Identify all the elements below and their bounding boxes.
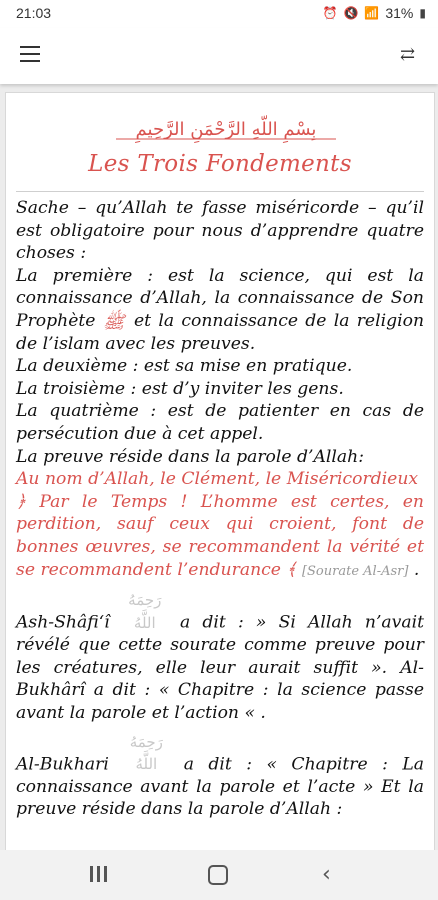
wifi-icon: 📶	[364, 6, 380, 20]
back-icon[interactable]: ‹	[322, 862, 331, 887]
status-icons	[323, 5, 427, 21]
alarm-icon: ⏰	[322, 6, 338, 20]
app-bar	[0, 28, 438, 84]
mute-icon: 🔇	[343, 6, 359, 20]
paragraph-third: La troisième : est d’y inviter les gens.	[16, 378, 344, 399]
article-card	[5, 92, 435, 852]
quran-verse: ﴿ Par le Temps ! L’homme est certes, en perdition, sauf ceux qui croient, font de bonnes œuvres, se recommandent la vérité et se recommandent l’endurance ﴾ [Sourate Al-Asr] .	[16, 491, 424, 580]
status-bar	[0, 0, 438, 28]
rahimahullah-glyph-2: رَحِمَهُ اللَّهُ	[129, 732, 163, 774]
battery-icon: ▮	[419, 6, 426, 20]
salawat-glyph: ﷺ	[102, 311, 125, 333]
paragraph-first: La première : est la science, qui est la connaissance d’Allah, la connaissance de Son Prophète ﷺ et la connaissance de la religion de l’islam avec les preuves.	[16, 265, 425, 354]
bismillah-calligraphy	[111, 115, 341, 143]
verse-reference: [Sourate Al-Asr]	[301, 563, 409, 579]
bismillah-translation: Au nom d’Allah, le Clément, le Miséricordieux	[16, 469, 419, 490]
paragraph-shafii: Ash-Shâfi‘î رَحِمَهُ اللَّهُ a dit : » Si Allah n’avait révélé que cette sourate comme preuve pour les créatures, elle leur aurait suffit ». Al-Bukhârî a dit : « Chapitre : la science passe avant la parole et l’action « .	[16, 591, 425, 724]
swap-arrows-icon[interactable]: ⇄	[400, 44, 416, 65]
system-nav-bar	[0, 850, 438, 900]
paragraph-proof: La preuve réside dans la parole d’Allah:	[16, 446, 365, 467]
article-body	[16, 197, 424, 821]
svg-text:بِسْمِ اللَّهِ الرَّحْمَنِ الر: بِسْمِ اللَّهِ الرَّحْمَنِ الرَّحِيمِ	[135, 119, 317, 140]
recents-icon[interactable]	[90, 866, 112, 884]
home-icon[interactable]	[208, 865, 228, 885]
paragraph-fourth: La quatrième : est de patienter en cas de persécution due à cet appel.	[16, 401, 424, 444]
paragraph-intro: Sache – qu’Allah te fasse miséricorde – qu’il est obligatoire pour nous d’apprendre quatre choses :	[16, 198, 424, 264]
paragraph-bukhari: Al-Bukhari رَحِمَهُ اللَّهُ a dit : « Chapitre : La connaissance avant la parole et l’acte » Et la preuve réside dans la parole d’Allah :	[16, 732, 425, 820]
status-time: 21:03	[16, 5, 52, 21]
page-title: Les Trois Fondements	[88, 151, 352, 177]
title-divider	[16, 191, 424, 192]
rahimahullah-glyph: رَحِمَهُ اللَّهُ	[128, 591, 162, 632]
hamburger-icon[interactable]	[20, 46, 40, 62]
paragraph-second: La deuxième : est sa mise en pratique.	[16, 356, 353, 377]
battery-percent: 31%	[385, 5, 414, 21]
